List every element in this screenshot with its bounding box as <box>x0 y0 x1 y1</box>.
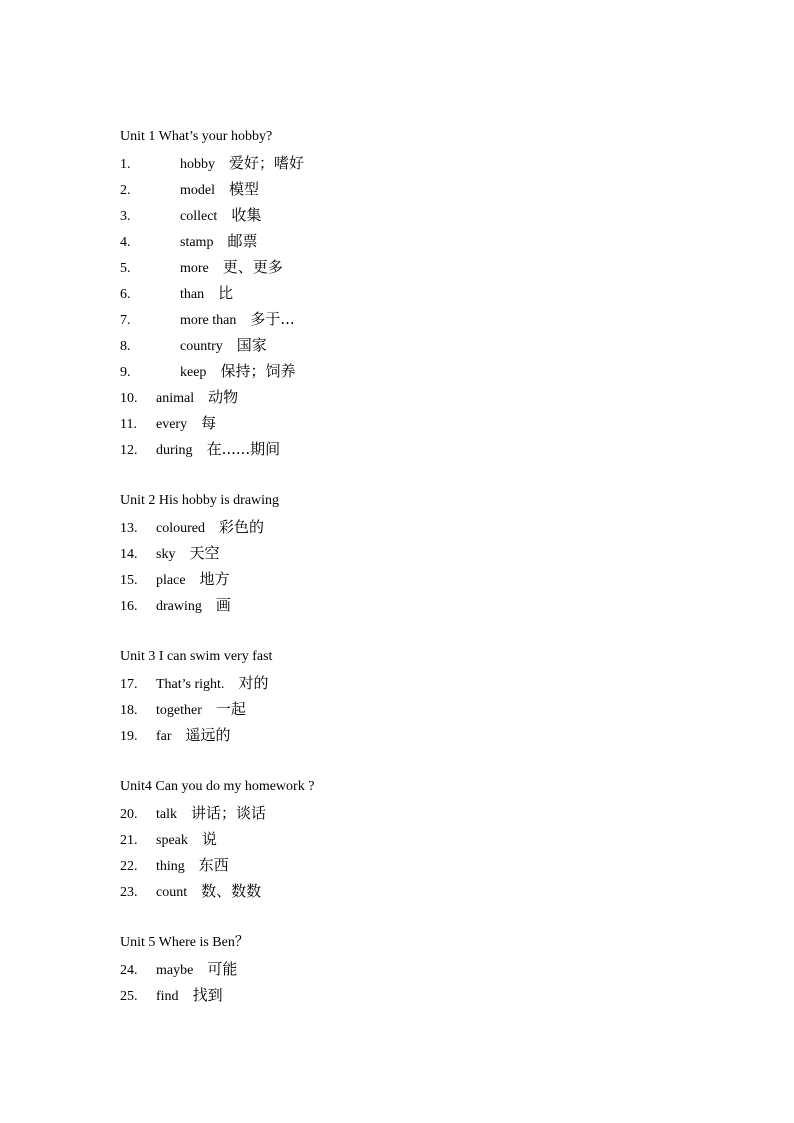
item-number: 14. <box>120 547 138 562</box>
vocab-item <box>120 696 720 722</box>
chinese-meaning: 数、数数 <box>201 882 262 900</box>
vocab-item <box>120 514 720 540</box>
english-word: maybe <box>156 963 194 978</box>
chinese-meaning: 邮票 <box>227 232 258 250</box>
chinese-meaning: 可能 <box>207 960 238 978</box>
chinese-meaning: 比 <box>218 284 234 302</box>
vocab-item <box>120 176 720 202</box>
item-number: 12. <box>120 443 138 458</box>
english-word: than <box>180 287 205 302</box>
english-word: together <box>156 703 202 718</box>
unit-title: Unit 2 His hobby is drawing <box>120 493 280 508</box>
english-word: model <box>180 183 215 198</box>
english-word: sky <box>156 547 176 562</box>
item-number: 19. <box>120 729 138 744</box>
english-word: count <box>156 885 188 900</box>
english-word: thing <box>156 859 185 874</box>
chinese-meaning: 画 <box>215 596 231 614</box>
english-word: drawing <box>156 599 202 614</box>
item-number: 8. <box>120 339 131 354</box>
english-word: during <box>156 443 193 458</box>
chinese-meaning: 讲话；谈话 <box>191 804 267 822</box>
vocab-item <box>120 722 720 748</box>
english-word: country <box>180 339 223 354</box>
vocab-item <box>120 540 720 566</box>
english-word: speak <box>156 833 188 848</box>
chinese-meaning: 在......期间 <box>206 440 281 458</box>
chinese-meaning: 对的 <box>238 674 269 692</box>
item-number: 9. <box>120 365 131 380</box>
unit-section <box>120 930 720 1008</box>
item-number: 7. <box>120 313 131 328</box>
english-word: every <box>156 417 188 432</box>
item-number: 20. <box>120 807 138 822</box>
vocab-item <box>120 956 720 982</box>
item-number: 13. <box>120 521 138 536</box>
vocab-item <box>120 826 720 852</box>
english-word: animal <box>156 391 195 406</box>
chinese-meaning: 每 <box>201 414 217 432</box>
english-word: far <box>156 729 172 744</box>
english-word: more <box>180 261 209 276</box>
english-word: find <box>156 989 179 1004</box>
vocab-item <box>120 254 720 280</box>
item-number: 4. <box>120 235 131 250</box>
english-word: That’s right. <box>156 677 225 692</box>
english-word: hobby <box>180 157 215 172</box>
vocab-item <box>120 878 720 904</box>
vocab-item <box>120 982 720 1008</box>
english-word: collect <box>180 209 218 224</box>
unit-section <box>120 124 720 462</box>
vocab-item <box>120 436 720 462</box>
item-number: 1. <box>120 157 131 172</box>
item-number: 5. <box>120 261 131 276</box>
item-number: 10. <box>120 391 138 406</box>
chinese-meaning: 一起 <box>215 700 246 718</box>
vocab-item <box>120 852 720 878</box>
vocab-item <box>120 670 720 696</box>
chinese-meaning: 保持；饲养 <box>220 362 296 380</box>
item-number: 15. <box>120 573 138 588</box>
vocab-item <box>120 800 720 826</box>
vocab-item <box>120 358 720 384</box>
chinese-meaning: 遥远的 <box>185 726 231 744</box>
english-word: coloured <box>156 521 205 536</box>
english-word: talk <box>156 807 177 822</box>
english-word: place <box>156 573 186 588</box>
chinese-meaning: 动物 <box>208 388 239 406</box>
item-number: 22. <box>120 859 138 874</box>
english-word: keep <box>180 365 207 380</box>
chinese-meaning: 收集 <box>231 206 262 224</box>
unit-title: Unit4 Can you do my homework ? <box>120 779 315 794</box>
item-number: 11. <box>120 417 137 432</box>
item-number: 3. <box>120 209 131 224</box>
unit-title: Unit 3 I can swim very fast <box>120 649 273 664</box>
item-number: 17. <box>120 677 138 692</box>
item-number: 6. <box>120 287 131 302</box>
unit-title: Unit 1 What’s your hobby? <box>120 129 273 144</box>
english-word: more than <box>180 313 237 328</box>
chinese-meaning: 彩色的 <box>218 518 264 536</box>
item-number: 24. <box>120 963 138 978</box>
vocab-item <box>120 306 720 332</box>
unit-section <box>120 644 720 748</box>
vocab-item <box>120 566 720 592</box>
chinese-meaning: 爱好；嗜好 <box>229 154 305 172</box>
vocab-item <box>120 384 720 410</box>
unit-title: Unit 5 Where is Ben？ <box>120 935 249 950</box>
english-word: stamp <box>180 235 214 250</box>
item-number: 23. <box>120 885 138 900</box>
chinese-meaning: 找到 <box>192 986 223 1004</box>
vocab-item <box>120 410 720 436</box>
unit-section <box>120 488 720 618</box>
vocabulary-page <box>120 124 720 1034</box>
item-number: 2. <box>120 183 131 198</box>
chinese-meaning: 多于... <box>250 310 295 328</box>
chinese-meaning: 地方 <box>199 570 230 588</box>
vocab-item <box>120 280 720 306</box>
chinese-meaning: 东西 <box>198 856 229 874</box>
chinese-meaning: 天空 <box>189 544 220 562</box>
item-number: 25. <box>120 989 138 1004</box>
vocab-item <box>120 150 720 176</box>
vocab-item <box>120 332 720 358</box>
vocab-item <box>120 202 720 228</box>
chinese-meaning: 更、更多 <box>222 258 283 276</box>
chinese-meaning: 说 <box>201 830 217 848</box>
chinese-meaning: 国家 <box>236 336 267 354</box>
item-number: 18. <box>120 703 138 718</box>
unit-section <box>120 774 720 904</box>
item-number: 21. <box>120 833 138 848</box>
item-number: 16. <box>120 599 138 614</box>
vocab-item <box>120 592 720 618</box>
chinese-meaning: 模型 <box>229 180 260 198</box>
vocab-item <box>120 228 720 254</box>
